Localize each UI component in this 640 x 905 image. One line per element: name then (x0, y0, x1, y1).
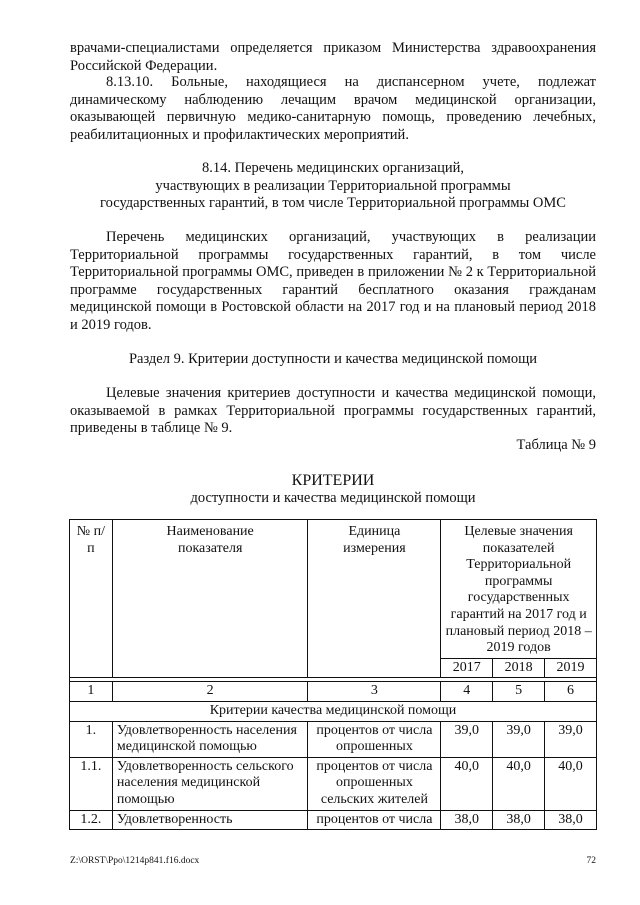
footer-file-path: Z:\ORST\Ppo\1214p841.f16.docx (70, 856, 200, 866)
footer-page-number: 72 (586, 856, 596, 866)
header-unit-text: Единица измерения (343, 524, 406, 556)
criteria-table (69, 519, 597, 830)
row-unit: процентов от числа опрошенных сельских жителей (308, 757, 441, 810)
index-cell-4: 4 (441, 682, 493, 702)
row-number: 1.1. (70, 757, 113, 810)
header-indicator-name (112, 520, 308, 678)
table-subtitle: доступности и качества медицинской помощи (190, 490, 476, 506)
index-cell-2: 2 (112, 682, 308, 702)
header-year-2019: 2019 (545, 658, 597, 678)
index-cell-3: 3 (308, 682, 441, 702)
heading-8-14-line3: государственных гарантий, в том числе Территориальной программы ОМС (100, 195, 566, 212)
paragraph-continuation: врачами-специалистами определяется приказом Министерства здравоохранения Российской Федерации. (70, 40, 596, 74)
header-number-text: № п/п (76, 524, 106, 556)
index-cell-6: 6 (545, 682, 597, 702)
row-value-2019: 39,0 (545, 721, 597, 757)
table-section-row (70, 701, 597, 721)
header-year-2018: 2018 (493, 658, 545, 678)
row-value-2018: 39,0 (493, 721, 545, 757)
row-value-2017: 39,0 (441, 721, 493, 757)
row-value-2018: 40,0 (493, 757, 545, 810)
row-unit: процентов от числа опрошенных (308, 721, 441, 757)
heading-8-14-line1: 8.14. Перечень медицинских организаций, (201, 160, 464, 176)
header-target-values-text: Целевые значения показателей Территориальной программы государственных гарантий на 2017 год и плановый период 2018 – 2019 годов (445, 524, 592, 656)
table-title: КРИТЕРИИ (291, 472, 375, 489)
header-target-values (441, 520, 597, 659)
row-number: 1. (70, 721, 113, 757)
section-quality-criteria: Критерии качества медицинской помощи (70, 701, 597, 721)
table-row (70, 810, 597, 830)
table-index-row (70, 682, 597, 702)
index-cell-5: 5 (493, 682, 545, 702)
row-value-2017: 38,0 (441, 810, 493, 830)
header-unit (308, 520, 441, 678)
table-row (70, 721, 597, 757)
paragraph-8-13-10: 8.13.10. Больные, находящиеся на диспансерном учете, подлежат динамическому наблюдению лечащим врачом медицинской организации, оказывающей первичную медико-санитарную помощь, проведению лечебных, реабилитационных и профилактических мероприятий. (70, 74, 596, 143)
table-number-label: Таблица № 9 (516, 437, 596, 453)
row-value-2019: 40,0 (545, 757, 597, 810)
index-cell-1: 1 (70, 682, 113, 702)
header-indicator-name-text: Наименование показателя (166, 524, 254, 556)
row-value-2019: 38,0 (545, 810, 597, 830)
heading-8-14-line2: участвующих в реализации Территориальной программы (155, 177, 511, 194)
row-indicator-name: Удовлетворенность сельского населения медицинской помощью (112, 757, 308, 810)
heading-section-9: Раздел 9. Критерии доступности и качества медицинской помощи (128, 351, 538, 367)
row-number: 1.2. (70, 810, 113, 830)
table-row (70, 757, 597, 810)
row-indicator-name: Удовлетворенность населения медицинской помощью (112, 721, 308, 757)
table-header-row (70, 520, 597, 659)
row-value-2017: 40,0 (441, 757, 493, 810)
header-year-2017: 2017 (441, 658, 493, 678)
row-unit: процентов от числа (308, 810, 441, 830)
row-value-2018: 38,0 (493, 810, 545, 830)
paragraph-list-of-organizations: Перечень медицинских организаций, участвующих в реализации Территориальной программы государственных гарантий, в том числе Территориальной программы ОМС, приведен в приложении № 2 к Территориальной программе государственных гарантий бесплатного оказания гражданам медицинской помощи в Ростовской области на 2017 год и на плановый период 2018 и 2019 годов. (70, 229, 596, 333)
heading-8-14 (70, 160, 596, 213)
row-indicator-name: Удовлетворенность (112, 810, 308, 830)
paragraph-target-values: Целевые значения критериев доступности и качества медицинской помощи, оказываемой в рамках Территориальной программы государственных гарантий, приведены в таблице № 9. (70, 385, 596, 437)
header-number (70, 520, 113, 678)
